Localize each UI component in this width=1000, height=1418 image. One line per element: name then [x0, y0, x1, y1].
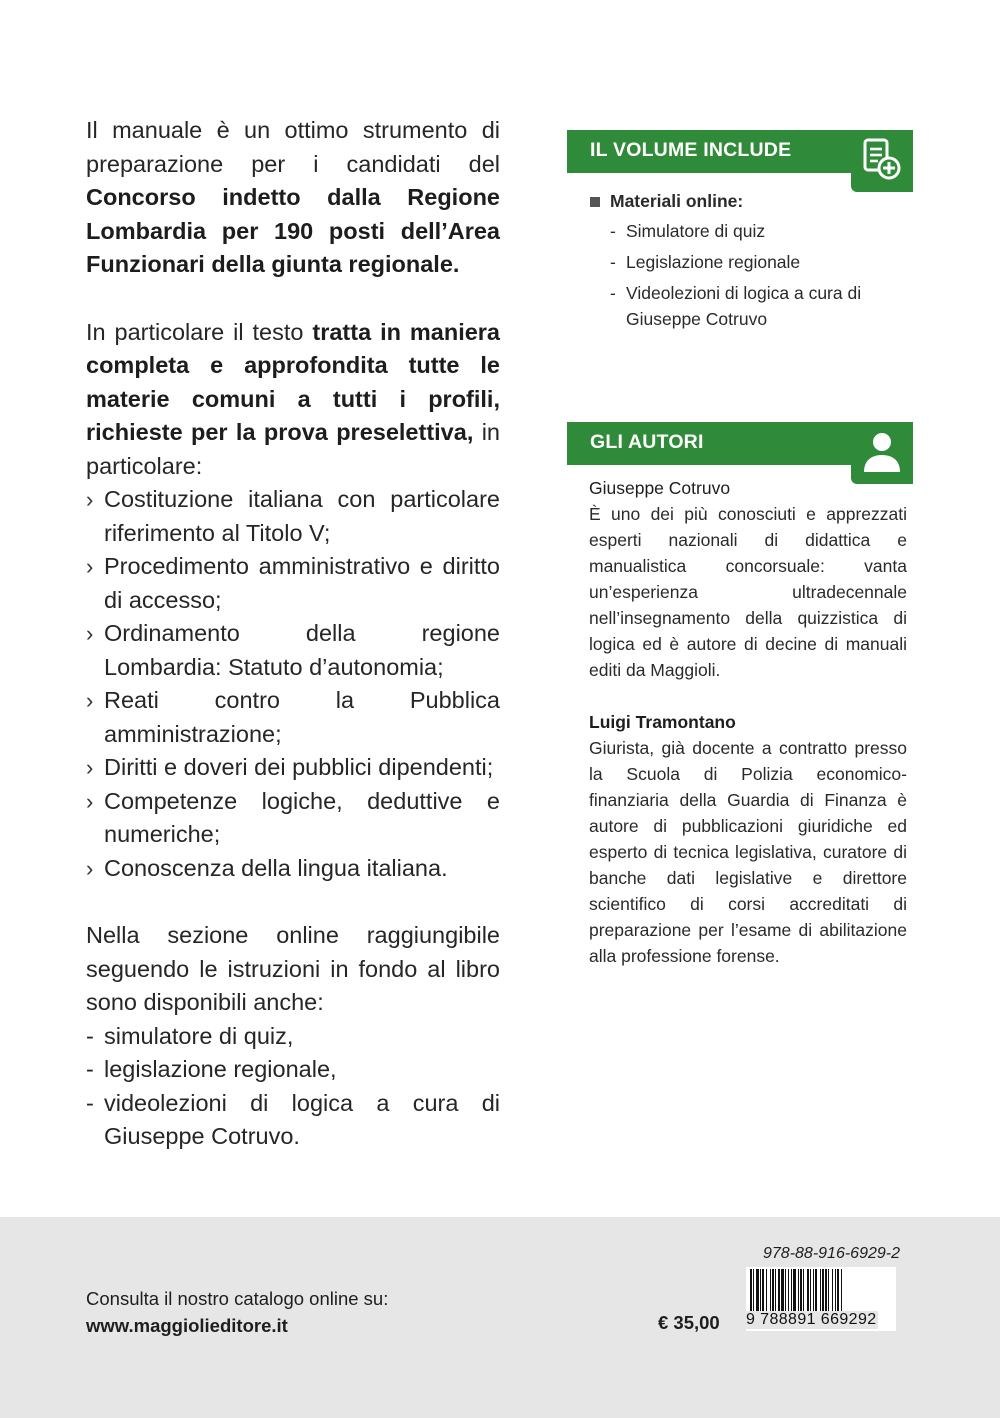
authors-title: GLI AUTORI [590, 431, 704, 453]
list-item: › Conoscenza della lingua italiana. [86, 852, 500, 886]
materials-list [590, 218, 910, 332]
volume-include-header [567, 130, 913, 171]
author-bio: È uno dei più conosciuti e apprezzati esperti nazionali di didattica e manualistica concorsuale: vanta un’esperienza ultradecennale nell’insegnamento della quizzistica di logica ed è autore di decine di manuali editi da Maggioli. [589, 504, 907, 680]
list-item: - legislazione regionale, [86, 1053, 500, 1087]
price: € 35,00 [658, 1312, 720, 1333]
volume-include-title: IL VOLUME INCLUDE [590, 139, 792, 161]
footer [0, 1217, 1000, 1418]
isbn-label: 978-88-916-6929-2 [763, 1245, 900, 1262]
list-item: › Reati contro la Pubblica amministrazione; [86, 684, 500, 751]
authors-header-underline [567, 463, 852, 465]
list-item: - Videolezioni di logica a cura di Giuseppe Cotruvo [610, 280, 910, 332]
author-bio: Giurista, già docente a contratto presso la Scuola di Polizia economico-finanziaria della Guardia di Finanza è autore di pubblicazioni giuridiche ed esperto di tecnica legislativa, curatore di banche dati legislative e direttore scientifico di corsi accreditati di preparazione per l’esame di abilitazione alla professione forense. [589, 738, 907, 966]
topics-bold-text: tratta in maniera completa e approfondita tutte le materie comuni a tutti i profili, richieste per la prova preselettiva, [86, 318, 501, 445]
materials-section [590, 188, 910, 337]
intro-paragraph [86, 114, 500, 282]
list-item: › Diritti e doveri dei pubblici dipendenti; [86, 751, 500, 785]
list-item: › Competenze logiche, deduttive e numeriche; [86, 785, 500, 852]
online-paragraph: Nella sezione online raggiungibile seguendo le istruzioni in fondo al libro sono disponibili anche: [86, 922, 500, 1015]
intro-text: Il manuale è un ottimo strumento di preparazione per i candidati del [86, 117, 500, 177]
topics-text-end: in particolare: [86, 419, 500, 479]
volume-header-underline [567, 171, 852, 173]
intro-bold-text: Concorso indetto dalla Regione Lombardia per 190 posti dell’Area Funzionari della giunta regionale. [86, 184, 500, 277]
catalog-label: Consulta il nostro catalogo online su: [86, 1288, 389, 1309]
bullet-square-icon [590, 197, 600, 207]
author-name: Giuseppe Cotruvo [589, 478, 731, 498]
list-item: - Simulatore di quiz [610, 218, 910, 244]
list-item: › Costituzione italiana con particolare riferimento al Titolo V; [86, 483, 500, 550]
document-add-icon [851, 130, 913, 192]
topics-text-start: In particolare il testo [86, 318, 313, 345]
materials-heading [590, 188, 910, 214]
authors-header [567, 422, 913, 463]
author-name: Luigi Tramontano [589, 712, 736, 732]
materials-heading-text: Materiali online: [610, 191, 744, 211]
topics-list [86, 483, 500, 885]
catalog-url-link[interactable]: www.maggiolieditore.it [86, 1315, 288, 1336]
list-item: - Legislazione regionale [610, 249, 910, 275]
list-item: › Procedimento amministrativo e diritto di accesso; [86, 550, 500, 617]
topics-paragraph [86, 316, 500, 484]
catalog-info [86, 1285, 388, 1339]
authors-section [589, 475, 907, 969]
barcode-digits: 9 788891 669292 [746, 1311, 877, 1328]
list-item: - simulatore di quiz, [86, 1020, 500, 1054]
online-list [86, 1020, 500, 1154]
list-item: - videolezioni di logica a cura di Giuseppe Cotruvo. [86, 1087, 500, 1154]
list-item: › Ordinamento della regione Lombardia: Statuto d’autonomia; [86, 617, 500, 684]
description-column [86, 114, 500, 1154]
